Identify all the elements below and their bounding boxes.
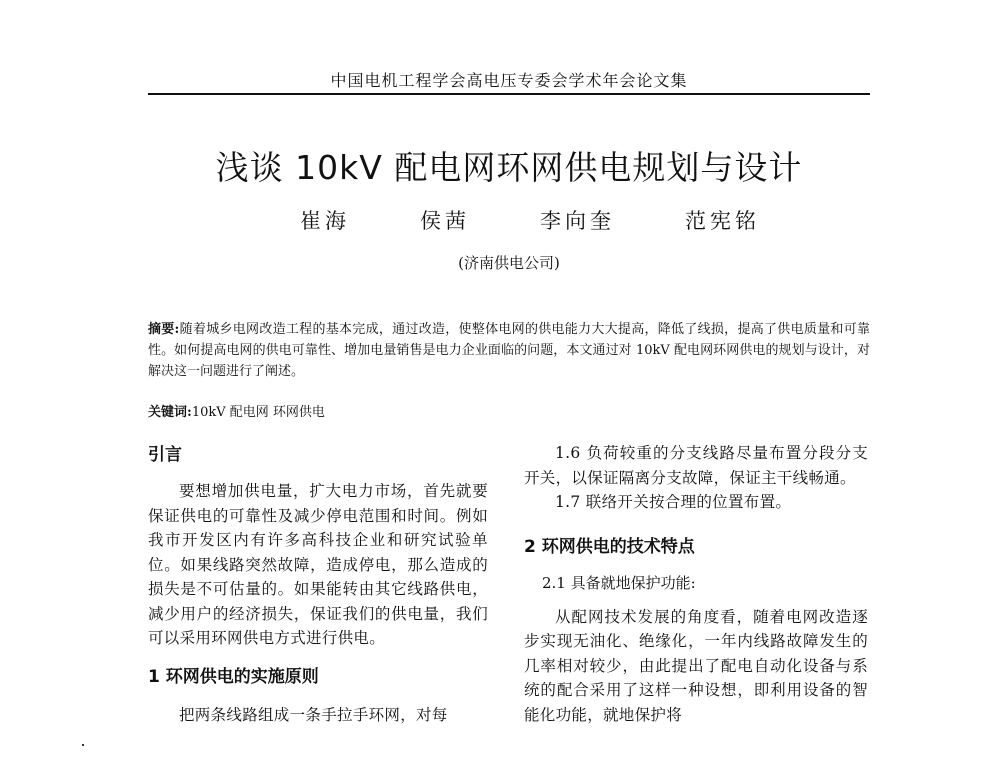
author-name: 侯茜 bbox=[420, 209, 470, 233]
author-name: 崔海 bbox=[300, 209, 350, 233]
abstract-label: 摘要: bbox=[148, 322, 180, 337]
intro-paragraph: 要想增加供电量，扩大电力市场，首先就要保证供电的可靠性及减少停电范围和时间。例如我市开发区内有许多高科技企业和研究试验单位。如果线路突然故障，造成停电，那么造成的损失是不可估量的。如果能转由其它线路供电，减少用户的经济损失，保证我们的供电量，我们可以采用环网供电方式进行供电。 bbox=[148, 482, 488, 647]
keywords-label: 关键词: bbox=[148, 405, 192, 420]
abstract-text: 随着城乡电网改造工程的基本完成，通过改造，使整体电网的供电能力大大提高，降低了线损，提高了供电质量和可靠性。如何提高电网的供电可靠性、增加电量销售是电力企业面临的问题，本文通过对 10kV 配电网环网供电的规划与设计，对解决这一问题进行了阐述。 bbox=[148, 322, 870, 379]
item-1-6: 1.6 负荷较重的分支线路尽量布置分段分支开关，以保证隔离分支故障，保证主干线畅通。 bbox=[524, 444, 868, 487]
header-rule bbox=[148, 93, 870, 95]
author-name: 李向奎 bbox=[540, 209, 615, 233]
paper-title: 浅谈 10kV 配电网环网供电规划与设计 bbox=[215, 148, 803, 187]
affiliation: (济南供电公司) bbox=[458, 254, 560, 272]
keywords bbox=[148, 401, 870, 420]
intro-heading: 引言 bbox=[148, 445, 182, 465]
section-1-heading: 1 环网供电的实施原则 bbox=[148, 666, 319, 687]
margin-mark bbox=[82, 744, 84, 746]
right-column bbox=[524, 441, 868, 727]
keywords-text: 10kV 配电网 环网供电 bbox=[191, 405, 325, 420]
section-1-paragraph: 把两条线路组成一条手拉手环网，对每 bbox=[179, 705, 448, 724]
abstract bbox=[148, 319, 870, 382]
section-2-paragraph: 从配网技术发展的角度看，随着电网改造逐步实现无油化、绝缘化，一年内线路故障发生的几率相对较少，由此提出了配电自动化设备与系统的配合采用了这样一种设想，即利用设备的智能化功能，就地保护将 bbox=[524, 607, 868, 724]
item-2-1: 2.1 具备就地保护功能: bbox=[542, 573, 696, 592]
journal-header: 中国电机工程学会高电压专委会学术年会论文集 bbox=[330, 71, 688, 90]
left-column bbox=[148, 441, 488, 727]
author-name: 范宪铭 bbox=[685, 209, 760, 233]
author-list bbox=[300, 205, 760, 235]
section-2-heading: 2 环网供电的技术特点 bbox=[524, 536, 695, 557]
item-1-7: 1.7 联络开关按合理的位置布置。 bbox=[555, 493, 792, 511]
